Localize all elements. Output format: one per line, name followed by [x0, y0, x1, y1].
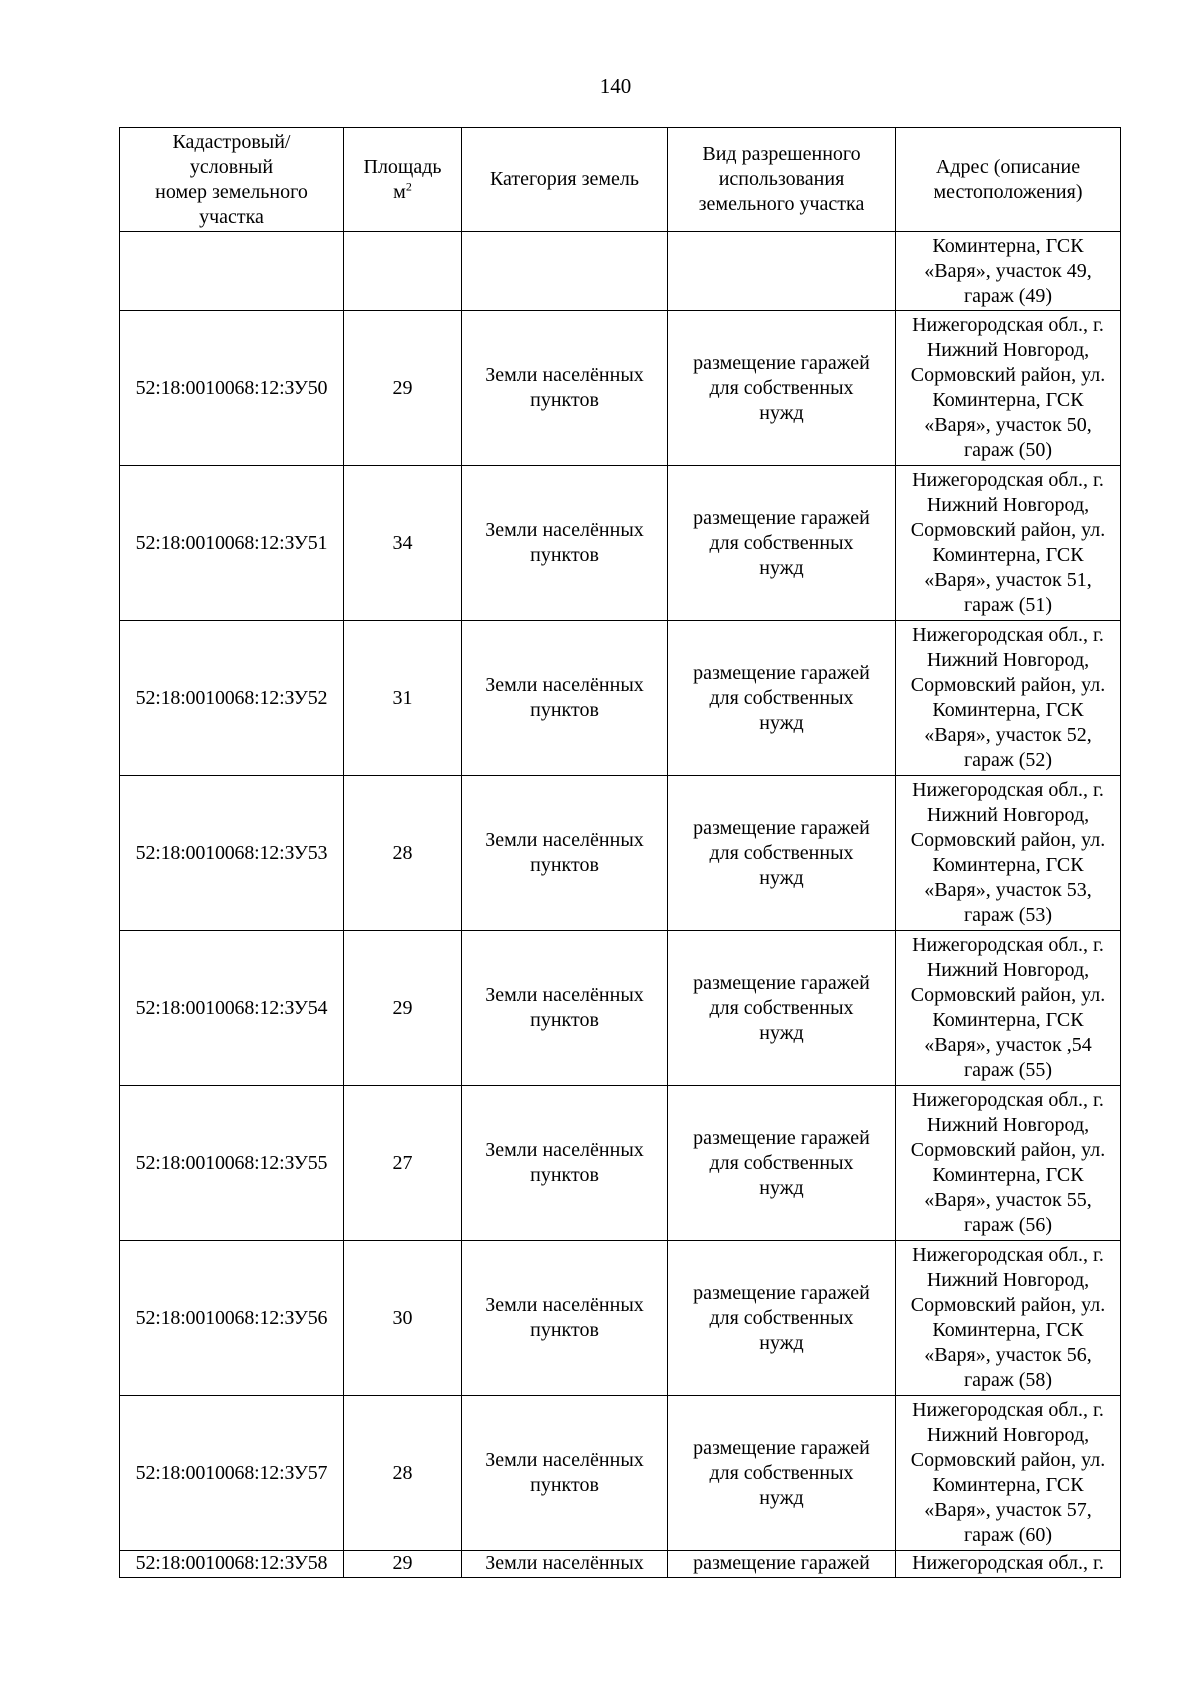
table-row	[120, 776, 1121, 931]
cell-use: размещение гаражей для собственных нужд	[668, 1396, 896, 1551]
cell-category: Земли населённых пунктов	[462, 1241, 668, 1396]
cell-cadastral: 52:18:0010068:12:ЗУ52	[120, 621, 344, 776]
cell-area: 27	[344, 1086, 462, 1241]
cell-use: размещение гаражей для собственных нужд	[668, 1086, 896, 1241]
cell-use: размещение гаражей для собственных нужд	[668, 776, 896, 931]
cell-cadastral: 52:18:0010068:12:ЗУ54	[120, 931, 344, 1086]
header-address: Адрес (описание местоположения)	[896, 128, 1121, 232]
cell-category: Земли населённых пунктов	[462, 466, 668, 621]
cell-area: 30	[344, 1241, 462, 1396]
cell-use: размещение гаражей для собственных нужд	[668, 311, 896, 466]
cell-category: Земли населённых пунктов	[462, 621, 668, 776]
cell-address: Коминтерна, ГСК «Варя», участок 49, гараж (49)	[896, 232, 1121, 311]
cell-cadastral: 52:18:0010068:12:ЗУ57	[120, 1396, 344, 1551]
cell-cadastral: 52:18:0010068:12:ЗУ55	[120, 1086, 344, 1241]
cell-category: Земли населённых пунктов	[462, 1396, 668, 1551]
cell-area: 29	[344, 1551, 462, 1578]
cell-address: Нижегородская обл., г. Нижний Новгород, Сормовский район, ул. Коминтерна, ГСК «Варя», участок 56, гараж (58)	[896, 1241, 1121, 1396]
header-category: Категория земель	[462, 128, 668, 232]
cell-address: Нижегородская обл., г. Нижний Новгород, Сормовский район, ул. Коминтерна, ГСК «Варя», участок ,54 гараж (55)	[896, 931, 1121, 1086]
cell-address: Нижегородская обл., г. Нижний Новгород, Сормовский район, ул. Коминтерна, ГСК «Варя», участок 52, гараж (52)	[896, 621, 1121, 776]
cell-cadastral: 52:18:0010068:12:ЗУ56	[120, 1241, 344, 1396]
table-row	[120, 1241, 1121, 1396]
header-cadastral: Кадастровый/ условный номер земельного участка	[120, 128, 344, 232]
table-row-last	[120, 1551, 1121, 1578]
cell-area: 31	[344, 621, 462, 776]
cell-area: 28	[344, 776, 462, 931]
cell-category: Земли населённых пунктов	[462, 931, 668, 1086]
cell-cadastral: 52:18:0010068:12:ЗУ58	[120, 1551, 344, 1578]
cell-use: размещение гаражей для собственных нужд	[668, 466, 896, 621]
cell-use: размещение гаражей	[668, 1551, 896, 1578]
table-row	[120, 1086, 1121, 1241]
cell-area: 29	[344, 311, 462, 466]
cell-use: размещение гаражей для собственных нужд	[668, 1241, 896, 1396]
cell-cadastral: 52:18:0010068:12:ЗУ53	[120, 776, 344, 931]
cell-category: Земли населённых пунктов	[462, 776, 668, 931]
cell-cadastral	[120, 232, 344, 311]
cell-use: размещение гаражей для собственных нужд	[668, 621, 896, 776]
page-number: 140	[599, 74, 632, 98]
header-area: Площадь $м^2$	[344, 128, 462, 232]
table-header-row	[120, 128, 1121, 232]
cell-use: размещение гаражей для собственных нужд	[668, 931, 896, 1086]
cell-cadastral: 52:18:0010068:12:ЗУ50	[120, 311, 344, 466]
cell-address: Нижегородская обл., г. Нижний Новгород, Сормовский район, ул. Коминтерна, ГСК «Варя», участок 53, гараж (53)	[896, 776, 1121, 931]
table-row	[120, 466, 1121, 621]
cell-category	[462, 232, 668, 311]
area-unit-superscript: 2	[405, 178, 412, 193]
cell-address: Нижегородская обл., г. Нижний Новгород, Сормовский район, ул. Коминтерна, ГСК «Варя», участок 51, гараж (51)	[896, 466, 1121, 621]
table-row-continuation	[120, 232, 1121, 311]
cell-address: Нижегородская обл., г. Нижний Новгород, Сормовский район, ул. Коминтерна, ГСК «Варя», участок 55, гараж (56)	[896, 1086, 1121, 1241]
cell-category: Земли населённых пунктов	[462, 311, 668, 466]
cell-category: Земли населённых пунктов	[462, 1086, 668, 1241]
cell-address: Нижегородская обл., г. Нижний Новгород, Сормовский район, ул. Коминтерна, ГСК «Варя», участок 50, гараж (50)	[896, 311, 1121, 466]
cell-cadastral: 52:18:0010068:12:ЗУ51	[120, 466, 344, 621]
cell-area: 29	[344, 931, 462, 1086]
cell-address: Нижегородская обл., г. Нижний Новгород, Сормовский район, ул. Коминтерна, ГСК «Варя», участок 57, гараж (60)	[896, 1396, 1121, 1551]
header-use: Вид разрешенного использования земельного участка	[668, 128, 896, 232]
table-row	[120, 311, 1121, 466]
table-row	[120, 931, 1121, 1086]
cell-area: 34	[344, 466, 462, 621]
table-row	[120, 621, 1121, 776]
cell-area	[344, 232, 462, 311]
cell-category: Земли населённых	[462, 1551, 668, 1578]
cell-address: Нижегородская обл., г.	[896, 1551, 1121, 1578]
land-plots-table	[119, 127, 1121, 1578]
cell-use	[668, 232, 896, 311]
table-row	[120, 1396, 1121, 1551]
cell-area: 28	[344, 1396, 462, 1551]
